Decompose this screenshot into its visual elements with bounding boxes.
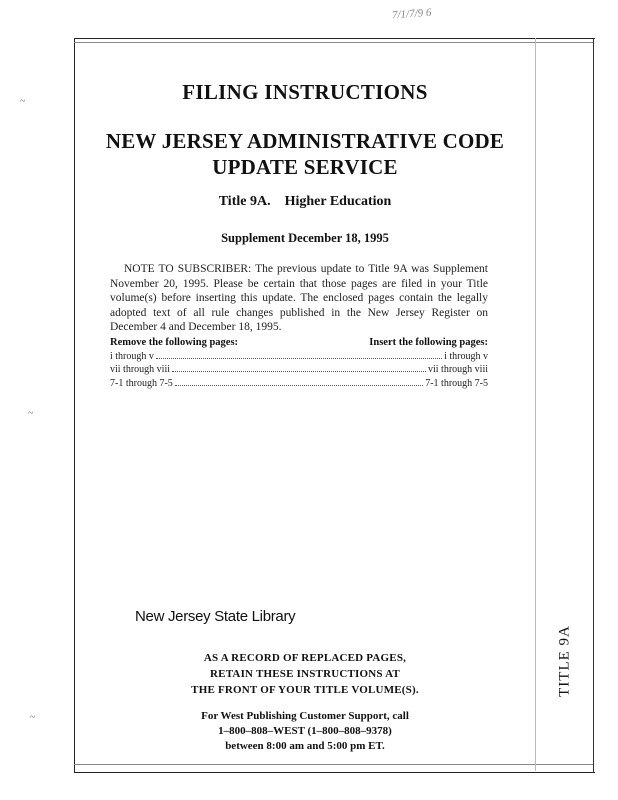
insert-header: Insert the following pages: <box>369 337 488 348</box>
handwritten-note: 7/1/7/9 6 <box>391 6 432 22</box>
remove-pages: vii through viii <box>110 364 170 375</box>
support-line1: For West Publishing Customer Support, call <box>201 710 409 722</box>
record-instruction-line2: RETAIN THESE INSTRUCTIONS AT <box>210 668 400 680</box>
record-instruction-line3: THE FRONT OF YOUR TITLE VOLUME(S). <box>191 684 419 696</box>
title-heading <box>74 194 536 210</box>
border-bottom-line <box>74 764 594 765</box>
remove-pages: 7-1 through 7-5 <box>110 378 173 389</box>
scan-mark: ~ <box>28 408 34 419</box>
border-top-line <box>74 42 594 43</box>
library-stamp: New Jersey State Library <box>135 608 296 625</box>
support-hours: between 8:00 am and 5:00 pm ET. <box>225 740 385 752</box>
scan-mark: ~ <box>30 712 36 723</box>
subscriber-note-text: NOTE TO SUBSCRIBER: The previous update to Title 9A was Supplement November 20, 1995. Please be certain that those pages are filed in your Title volume(s) before inserting this update. The enclosed pages contain the legally adopted text of all rule changes published in the New Jersey Register on December 4 and December 18, 1995. <box>110 263 488 333</box>
table-row <box>110 351 488 362</box>
supplement-date: Supplement December 18, 1995 <box>221 231 389 245</box>
table-row <box>110 364 488 375</box>
page-title: FILING INSTRUCTIONS <box>182 80 428 104</box>
subscriber-note <box>110 262 488 335</box>
record-instruction-line1: AS A RECORD OF REPLACED PAGES, <box>203 652 407 664</box>
border-right-line <box>593 38 594 773</box>
table-row <box>110 378 488 389</box>
insert-pages: i through v <box>444 351 488 362</box>
title-name: Higher Education <box>284 194 392 209</box>
dot-leader <box>156 357 442 359</box>
remove-pages: i through v <box>110 351 154 362</box>
support-phone: 1–800–808–WEST (1–800–808–9378) <box>218 725 392 737</box>
spine-label-text: TITLE 9A <box>556 625 573 697</box>
code-title-line2: UPDATE SERVICE <box>212 155 398 179</box>
code-title-line1: NEW JERSEY ADMINISTRATIVE CODE <box>105 129 505 153</box>
spine-label <box>555 606 575 716</box>
dot-leader <box>172 370 426 372</box>
pages-table-header <box>110 337 488 348</box>
remove-header: Remove the following pages: <box>110 337 239 348</box>
scan-mark: ~ <box>20 96 26 107</box>
insert-pages: 7-1 through 7-5 <box>425 378 488 389</box>
insert-pages: vii through viii <box>428 364 488 375</box>
title-number: Title 9A. <box>218 194 271 209</box>
dot-leader <box>175 384 423 386</box>
